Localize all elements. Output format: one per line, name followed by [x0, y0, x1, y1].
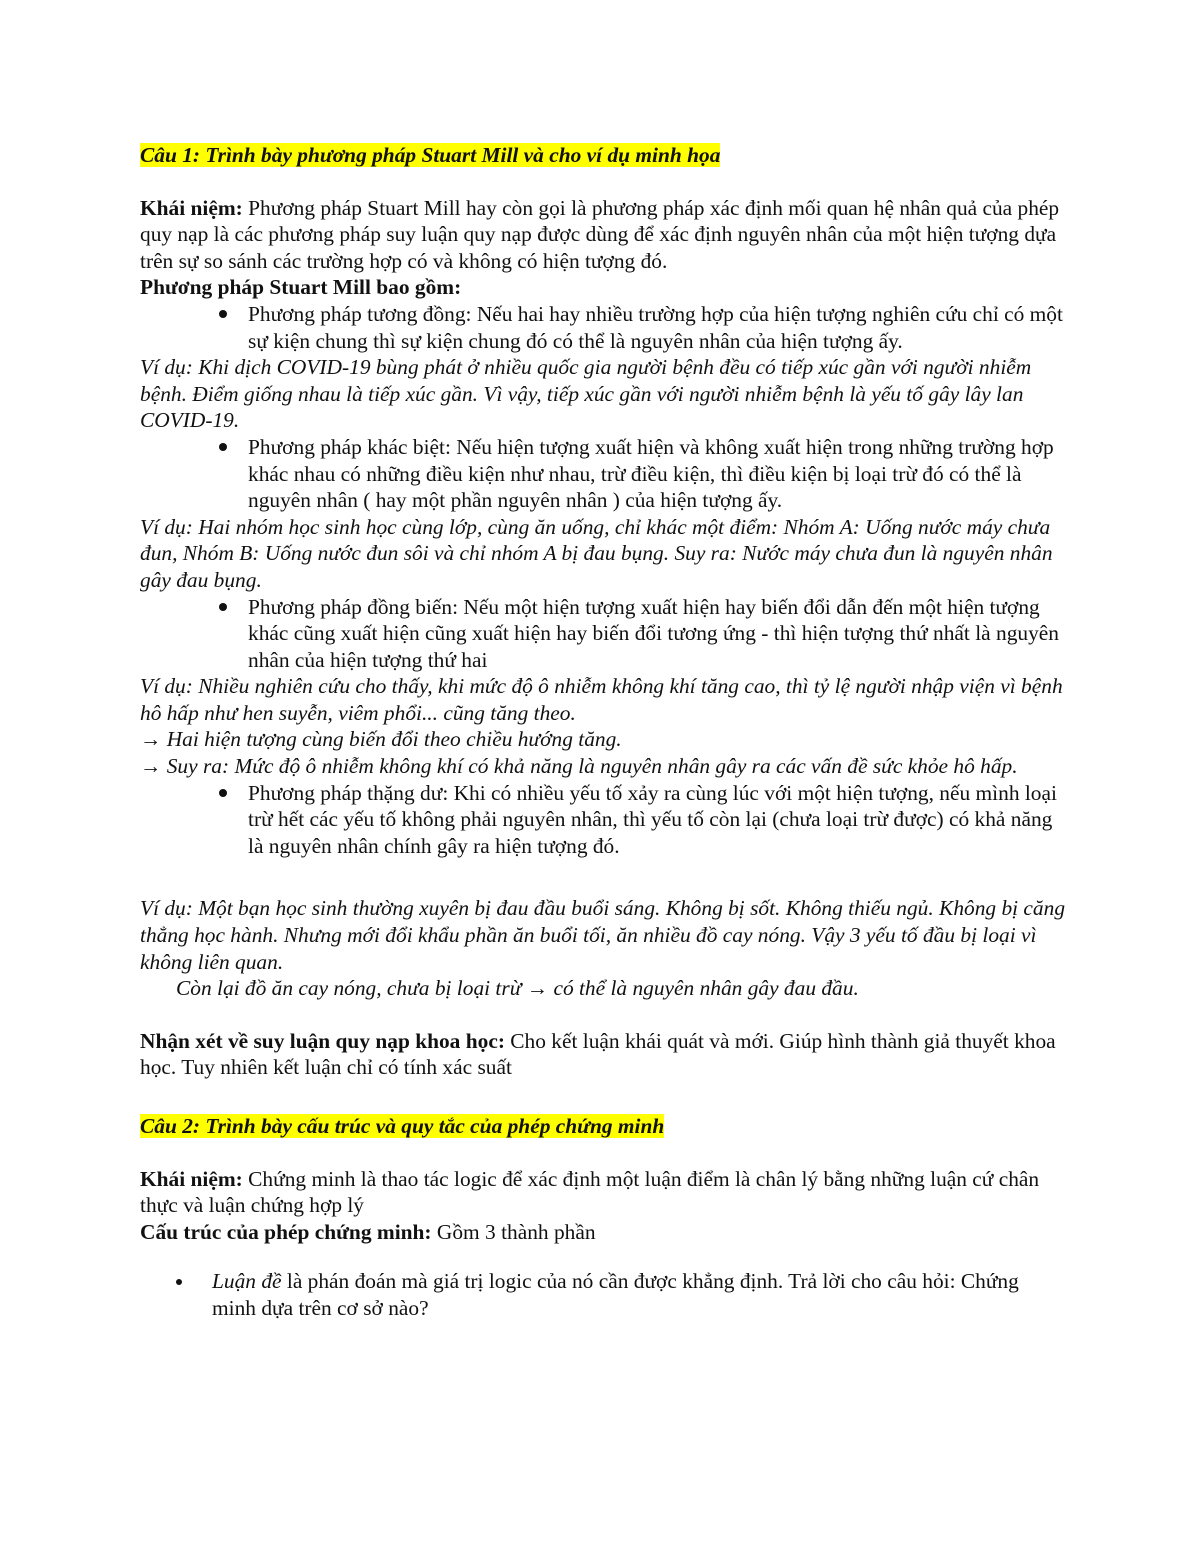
q2-concept-paragraph: [140, 1166, 1065, 1219]
bullet-icon: [219, 443, 227, 451]
method-residue-text: Phương pháp thặng dư: Khi có nhiều yếu tố xảy ra cùng lúc với một hiện tượng, nếu mình loại trừ hết các yếu tố không phải nguyên nhân, thì yếu tố còn lại (chưa loại trừ được) có khả năng là nguyên nhân chính gây ra hiện tượng đó.: [248, 780, 1057, 858]
example-similarity: Ví dụ: Khi dịch COVID-19 bùng phát ở nhiều quốc gia người bệnh đều có tiếp xúc gần với người nhiễm bệnh. Điểm giống nhau là tiếp xúc gần. Vì vậy, tiếp xúc gần với người nhiễm bệnh là yếu tố gây lây lan COVID-19.: [140, 355, 1032, 433]
example-concomitant: Ví dụ: Nhiều nghiên cứu cho thấy, khi mức độ ô nhiễm không khí tăng cao, thì tỷ lệ người nhập viện vì bệnh hô hấp như hen suyễn, viêm phổi... cũng tăng theo.: [140, 674, 1063, 725]
q2-structure-text: Gồm 3 thành phần: [431, 1219, 596, 1244]
method-similarity-text: Phương pháp tương đồng: Nếu hai hay nhiều trường hợp của hiện tượng nghiên cứu chỉ có một sự kiện chung thì sự kiện chung đó có thể là nguyên nhân của hiện tượng ấy.: [248, 301, 1063, 353]
thesis-term: Luận đề: [212, 1269, 282, 1294]
method-residue-item: [248, 780, 1065, 860]
example-difference: Ví dụ: Hai nhóm học sinh học cùng lớp, cùng ăn uống, chỉ khác một điểm: Nhóm A: Uống nước máy chưa đun, Nhóm B: Uống nước đun sôi và chỉ nhóm A bị đau bụng. Suy ra: Nước máy chưa đun là nguyên nhân gây đau bụng.: [140, 514, 1053, 592]
q2-heading-highlight: Câu 2: Trình bày cấu trúc và quy tắc của phép chứng minh: [140, 1114, 665, 1138]
thesis-text: là phán đoán mà giá trị logic của nó cần được khẳng định. Trả lời cho câu hỏi: Chứng minh dựa trên cơ sở nào?: [212, 1269, 1019, 1320]
q1-includes-label: Phương pháp Stuart Mill bao gồm:: [140, 275, 462, 300]
q2-structure-list: [140, 1268, 1065, 1321]
thesis-item: [212, 1268, 1065, 1321]
q1-method-list-2: [140, 434, 1065, 514]
q1-remark-paragraph: [140, 1028, 1065, 1081]
document-body: [140, 142, 1065, 1322]
method-concomitant-item: [248, 594, 1065, 674]
example-residue-conclusion: Còn lại đồ ăn cay nóng, chưa bị loại trừ → có thể là nguyên nhân gây đau đầu.: [176, 976, 859, 1001]
q2-concept-text: Chứng minh là thao tác logic để xác định một luận điểm là chân lý bằng những luận cứ chân thực và luận chứng hợp lý: [140, 1166, 1040, 1218]
example-concomitant-arrow-1: → Hai hiện tượng cùng biến đổi theo chiều hướng tăng.: [140, 727, 622, 752]
bullet-icon: [219, 310, 227, 318]
bullet-icon: [176, 1279, 182, 1285]
q1-method-list-3: [140, 594, 1065, 674]
q1-method-list-4: [140, 780, 1065, 860]
q1-method-list-1: [140, 301, 1065, 354]
example-residue: Ví dụ: Một bạn học sinh thường xuyên bị đau đầu buổi sáng. Không bị sốt. Không thiếu ngủ. Không bị căng thẳng học hành. Nhưng mới đổi khẩu phần ăn buổi tối, ăn nhiều đồ cay nóng. Vậy 3 yếu tố đầu bị loại vì không liên quan.: [140, 896, 1066, 974]
method-concomitant-text: Phương pháp đồng biến: Nếu một hiện tượng xuất hiện hay biến đổi dẫn đến một hiện tượng khác cũng xuất hiện cũng xuất hiện hay biến đổi tương ứng - thì hiện tượng thứ nhất là nguyên nhân của hiện tượng thứ hai: [248, 594, 1059, 672]
q1-heading-highlight: Câu 1: Trình bày phương pháp Stuart Mill và cho ví dụ minh họa: [140, 143, 721, 167]
q2-concept-label: Khái niệm:: [140, 1166, 243, 1191]
q1-concept-text: Phương pháp Stuart Mill hay còn gọi là phương pháp xác định mối quan hệ nhân quả của phép quy nạp là các phương pháp suy luận quy nạp được dùng để xác định nguyên nhân của một hiện tượng dựa trên sự so sánh các trường hợp có và không có hiện tượng đó.: [140, 195, 1060, 273]
example-concomitant-arrow-2: → Suy ra: Mức độ ô nhiễm không khí có khả năng là nguyên nhân gây ra các vấn đề sức khỏe hô hấp.: [140, 754, 1018, 779]
q1-concept-paragraph: [140, 195, 1065, 275]
q2-heading: [140, 1113, 1065, 1140]
bullet-icon: [219, 603, 227, 611]
q1-concept-label: Khái niệm:: [140, 195, 243, 220]
method-similarity-item: [248, 301, 1065, 354]
method-difference-text: Phương pháp khác biệt: Nếu hiện tượng xuất hiện và không xuất hiện trong những trường hợp khác nhau có những điều kiện như nhau, trừ điều kiện, thì điều kiện bị loại trừ đó có thể là nguyên nhân ( hay một phần nguyên nhân ) của hiện tượng ấy.: [248, 434, 1054, 513]
bullet-icon: [219, 789, 227, 797]
q1-heading: [140, 142, 1065, 169]
q1-remark-text: Cho kết luận khái quát và mới. Giúp hình thành giả thuyết khoa học. Tuy nhiên kết luận chỉ có tính xác suất: [140, 1028, 1056, 1080]
q2-structure-paragraph: [140, 1219, 1065, 1246]
method-difference-item: [248, 434, 1065, 514]
q1-remark-label: Nhận xét về suy luận quy nạp khoa học:: [140, 1028, 505, 1053]
q2-structure-label: Cấu trúc của phép chứng minh:: [140, 1219, 432, 1244]
